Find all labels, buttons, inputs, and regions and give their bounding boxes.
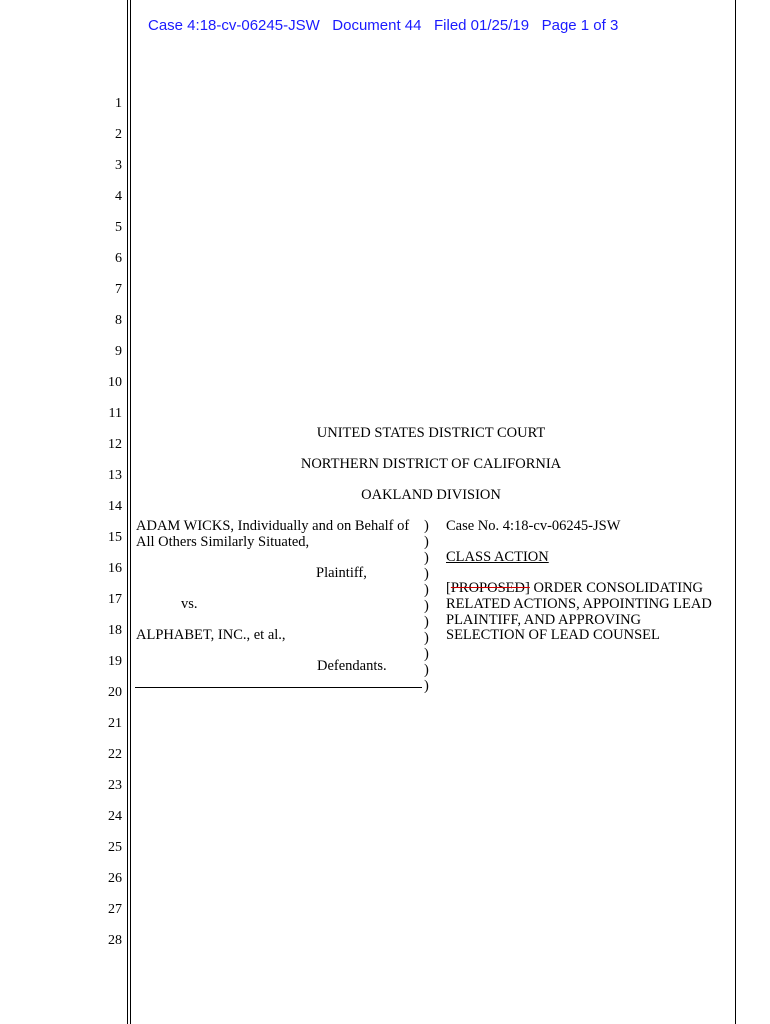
line-number: 15 [108, 530, 122, 545]
left-margin-rule-2 [130, 0, 131, 1024]
defendant-name: ALPHABET, INC., et al., [136, 627, 286, 643]
order-title-line-3: PLAINTIFF, AND APPROVING [446, 612, 642, 628]
line-number: 16 [108, 561, 122, 576]
line-number: 21 [108, 716, 122, 731]
line-number: 6 [115, 251, 122, 266]
defendant-role: Defendants. [317, 658, 387, 674]
class-action-label: CLASS ACTION [446, 549, 549, 565]
paren: ) [424, 662, 429, 678]
plaintiff-role: Plaintiff, [316, 565, 367, 581]
versus: vs. [181, 596, 198, 612]
line-number: 19 [108, 654, 122, 669]
line-number: 27 [108, 902, 122, 917]
right-margin-rule [735, 0, 736, 1024]
header-filed-date: Filed 01/25/19 [434, 17, 530, 34]
line-number: 1 [115, 96, 122, 111]
line-number: 28 [108, 933, 122, 948]
line-number: 4 [115, 189, 122, 204]
plaintiff-name-continued: All Others Similarly Situated, [136, 534, 310, 550]
order-title-line-1 [446, 580, 703, 596]
line-number: 14 [108, 499, 122, 514]
paren: ) [424, 598, 429, 614]
line-number: 23 [108, 778, 122, 793]
order-title-line-2: RELATED ACTIONS, APPOINTING LEAD [446, 596, 712, 612]
left-margin-rule-1 [127, 0, 128, 1024]
paren: ) [424, 566, 429, 582]
plaintiff-name: ADAM WICKS, Individually and on Behalf of [136, 518, 410, 534]
court-district: NORTHERN DISTRICT OF CALIFORNIA [300, 456, 562, 472]
line-number: 7 [115, 282, 122, 297]
court-division: OAKLAND DIVISION [361, 487, 501, 503]
bracket-open: [ [446, 580, 451, 596]
line-number: 2 [115, 127, 122, 142]
line-number: 3 [115, 158, 122, 173]
paren: ) [424, 614, 429, 630]
line-number: 24 [108, 809, 122, 824]
line-number: 13 [108, 468, 122, 483]
line-number: 10 [108, 375, 122, 390]
filing-header [148, 17, 618, 34]
line-number: 20 [108, 685, 122, 700]
header-page-count: Page 1 of 3 [541, 17, 619, 34]
order-title-line-4: SELECTION OF LEAD COUNSEL [446, 627, 660, 643]
paren: ) [424, 678, 429, 694]
line-number: 5 [115, 220, 122, 235]
line-number: 11 [108, 406, 122, 421]
line-number: 12 [108, 437, 122, 452]
line-number: 26 [108, 871, 122, 886]
paren: ) [424, 646, 429, 662]
line-number: 9 [115, 344, 122, 359]
header-case-number: Case 4:18-cv-06245-JSW [148, 17, 320, 34]
paren: ) [424, 518, 429, 534]
paren: ) [424, 582, 429, 598]
line-number: 17 [108, 592, 122, 607]
paren: ) [424, 534, 429, 550]
proposed-strikethrough: PROPOSED] [450, 580, 530, 596]
line-number: 25 [108, 840, 122, 855]
line-number: 22 [108, 747, 122, 762]
paren: ) [424, 630, 429, 646]
case-number: Case No. 4:18-cv-06245-JSW [446, 518, 621, 534]
line-number: 8 [115, 313, 122, 328]
line-number: 18 [108, 623, 122, 638]
paren: ) [424, 550, 429, 566]
header-document-number: Document 44 [332, 17, 422, 34]
caption-underline [135, 687, 422, 688]
court-name: UNITED STATES DISTRICT COURT [316, 425, 546, 441]
order-title-text: ORDER CONSOLIDATING [529, 580, 704, 596]
